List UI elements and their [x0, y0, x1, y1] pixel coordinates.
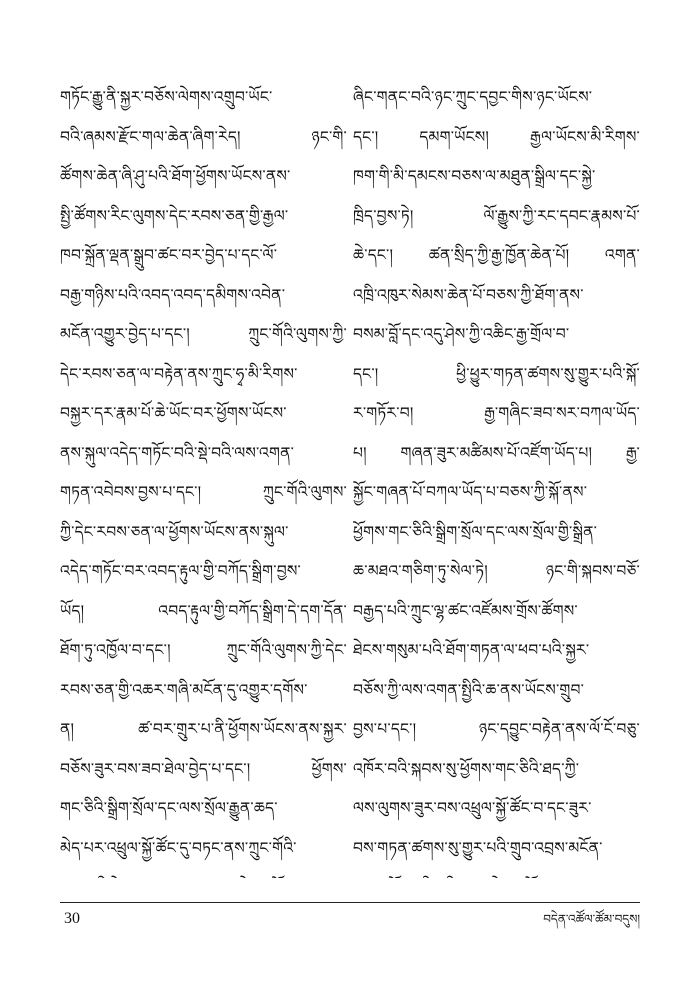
text-line: མེད་པར་འཕྲུལ་སྐྱོ་ཚོང་དུ་བཏང་ནས་ཀྲུང་གོའི་ [60, 838, 297, 857]
text-line: རབས་ཅན་གྱི་འཆར་གཞི་མངོན་དུ་འགྱུར་དགོས་ [60, 680, 308, 699]
text-line: ཕྱོགས་གང་ཅིའི་སྒྲིག་སྲོལ་དང་ལས་སྲོལ་གྱི་སྒྲིན་ [353, 522, 598, 541]
right-text-column [353, 78, 640, 878]
text-line: ཆེ་དང་། ཚན་སྲིད་ཀྱི་རྒྱ་ཁྱོན་ཆེན་པོ། འགན་ [353, 246, 640, 264]
text-line: ནས་སྐུལ་འདེད་གཏོང་བའི་སྡེ་བའི་ལས་འགན་ [60, 443, 295, 462]
text-line: ཞིང་གནང་བའི་ཉང་ཀྲུང་དབྱང་གིས་ཉང་ཡོངས་ [353, 88, 593, 106]
text-line: བཅོས་ཟུར་བས་ཟབ་ཐེལ་བྱེད་པ་དང་། ཕྱོགས་ [60, 759, 347, 778]
text-line: གཏོང་རྒྱུ་ནི་སྐྱར་བཅོས་ལེགས་འགྲུབ་ཡོང་ [60, 88, 273, 106]
text-line [353, 868, 640, 878]
text-line: ཐེངས་གསུམ་པའི་ཐོག་གཏན་ལ་ཕབ་པའི་སྐྱར་ [353, 641, 590, 659]
text-line [60, 868, 347, 878]
text-line: ཐོག་ཏུ་འཁྱོལ་བ་དང་། ཀྲུང་གོའི་ལུགས་ཀྱི་དེང་ [60, 641, 347, 659]
text-line: འཁོར་བའི་སྐབས་སུ་ཕྱོགས་གང་ཅིའི་ཐད་ཀྱི་ [353, 759, 580, 778]
text-line: ཁྲིད་བྱས་ཏེ། ལོ་རྒྱུས་ཀྱི་རང་དབང་རྣམས་པོ་ [353, 206, 640, 225]
text-line: བཅོས་ཀྱི་ལས་འགན་སྤྱིའི་ཆ་ནས་ཡོངས་གྲུབ་ [353, 680, 585, 699]
text-line: བས་གཏན་ཚགས་སུ་གྱུར་པའི་གྲུབ་འབྲས་མངོན་ [353, 838, 603, 857]
text-line: བརྒྱ་གཉིས་པའི་འབད་འབད་དམིགས་འབེན་ [60, 285, 286, 304]
text-line: བའི་ཞམས་རྫོང་གལ་ཆེན་ཞིག་རེད། ཉང་གི་ [60, 127, 347, 146]
text-line: གང་ཅིའི་སྒྲིག་སྲོལ་དང་ལས་སྲོལ་རྒྱུན་ཆད་ [60, 799, 278, 817]
text-line: ཁག་གི་མི་དམངས་བཅས་ལ་མཐུན་སྒྲིལ་དང་སྐྱེ་ [353, 167, 596, 185]
text-line: བསྐྱར་དར་རྣམ་པོ་ཆེ་ཡོང་བར་ཕྱོགས་ཡོངས་ [60, 404, 287, 422]
running-title: བདེན་འཚོལ་ཚོམ་བདུས། [543, 912, 640, 926]
text-line: དེང་རབས་ཅན་ལ་བརྟེན་ནས་ཀྲུང་ཧྭ་མི་རིགས་ [60, 364, 298, 383]
text-line: སྐྱོང་གཞན་པོ་བཀལ་ཡོད་པ་བཅས་ཀྱི་སྐོ་ནས་ [353, 483, 588, 501]
text-line: བྱས་པ་དང་། ཉང་དབྱུང་བརྟེན་ནས་ལོ་ངོ་བཅུ་ [353, 720, 640, 738]
text-line: པ། གཞན་ཟུར་མཚིམས་པོ་འཛོག་ཡོད་པ། རྒྱ་ [353, 443, 640, 462]
text-line: གཏན་འབེབས་བྱས་པ་དང་། ཀྲུང་གོའི་ལུགས་ [60, 483, 347, 501]
text-line: ཀྱི་དེང་རབས་ཅན་ལ་ཕྱོགས་ཡོངས་ནས་སྐུལ་ [60, 522, 289, 541]
text-line: འཁྲི་འཁུར་སེམས་ཆེན་པོ་བཅས་ཀྱི་ཐོག་ནས་ [353, 285, 584, 304]
text-line: ཡོད། འབད་རྟུལ་གྱི་བཀོད་སྒྲིག་དེ་དག་དོན་ [60, 601, 347, 620]
text-line: འདེད་གཏོང་བར་འབད་རྟུལ་གྱི་བཀོད་སྒྲིག་བྱས་ [60, 562, 301, 580]
text-line: ཚོགས་ཆེན་ཞི་ཤུ་པའི་ཐོག་ཕྱོགས་ཡོངས་ནས་ [60, 167, 291, 185]
text-line: མངོན་འགྱུར་བྱེད་པ་དང་། ཀྲུང་གོའི་ལུགས་ཀྱི་ [60, 325, 347, 343]
text-line: ལས་ལུགས་ཟུར་བས་འཕྲུལ་སྐྱོ་ཚོང་བ་དང་ཟུར་ [353, 799, 592, 817]
text-line: དང་། དམག་ཡོངས། རྒྱལ་ཡོངས་མི་རིགས་ [353, 127, 640, 146]
page-number: 30 [64, 910, 80, 927]
text-line: ར་གཏོར་བ། རྒྱ་གཞིང་ཟབ་སར་བཀལ་ཡོད་ [353, 404, 640, 422]
text-line: སྤྱི་ཚོགས་རིང་ལུགས་དེང་རབས་ཅན་གྱི་རྒྱལ་ [60, 206, 289, 225]
text-line: ཆ་མཐའ་གཅིག་ཏུ་སེལ་ཏེ། ཉང་གི་སྐབས་བཅོ་ [353, 562, 640, 580]
text-line: དང་། ཕྱི་ཕྱུར་གཏན་ཚགས་སུ་གྱུར་པའི་སྐོ་ [353, 364, 640, 383]
text-line: བསམ་བློ་དང་འདུ་ཤེས་ཀྱི་འཆིང་རྒྱ་གྲོལ་བ་ [353, 325, 570, 343]
text-line: ཁབ་སྐྲོན་ལྡན་སྒྲུབ་ཚང་བར་བྱེད་པ་དང་ལོ་ [60, 246, 278, 264]
text-line: བརྒྱད་པའི་ཀྲུང་ལྷ་ཚང་འཛོམས་གྲོས་ཚོགས་ [353, 601, 578, 620]
text-line: ན། ཚ་བར་གྲུར་པ་ནི་ཕྱོགས་ཡོངས་ནས་སྐྱར་ [60, 720, 347, 738]
footer-rule [60, 902, 640, 903]
left-text-column [60, 78, 347, 878]
